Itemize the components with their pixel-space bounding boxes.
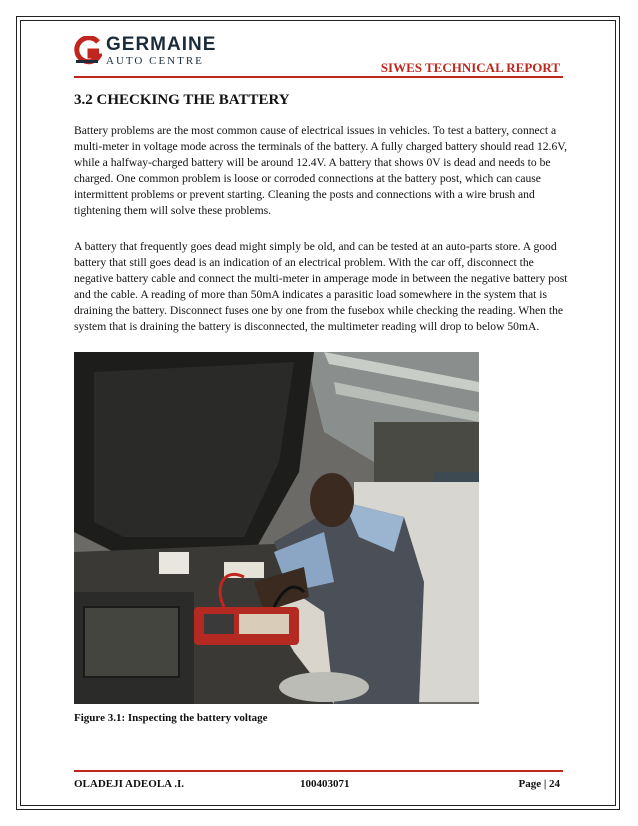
logo-name: GERMAINE xyxy=(106,34,217,55)
logo-emblem xyxy=(74,36,102,66)
battery-inspection-photo xyxy=(74,352,479,704)
report-title: SIWES TECHNICAL REPORT xyxy=(380,60,560,75)
header-divider xyxy=(74,76,563,78)
paragraph-battery-testing: Battery problems are the most common cause of electrical issues in vehicles. To test a battery, connect a multi-meter in voltage mode across the terminals of the battery. A fully charged battery should read 12.6V, while a halfway-charged battery will be around 12.4V. A battery that shows 0V is dead and needs to be charged. One common problem is loose or corroded connections at the battery post, which can cause intermittent problems or prevent starting. Cleaning the posts and connections with a wire brush and tightening them will solve these problems. xyxy=(74,124,568,217)
figure-caption: Figure 3.1: Inspecting the battery voltage xyxy=(74,712,268,724)
footer-divider xyxy=(74,770,563,772)
footer-page-number: Page | 24 xyxy=(518,778,560,790)
footer-author: OLADEJI ADEOLA .I. xyxy=(74,778,185,790)
logo-subtitle: AUTO CENTRE xyxy=(106,55,204,67)
company-logo xyxy=(74,34,217,74)
footer-student-id: 100403071 xyxy=(300,778,350,790)
paragraph-parasitic-drain: A battery that frequently goes dead might simply be old, and can be tested at an auto-parts store. A good battery that still goes dead is an indication of an electrical problem. With the car off, disconnect the negative battery cable and connect the multi-meter in amperage mode in between the negative battery post and the cable. A reading of more than 50mA indicates a parasitic load somewhere in the system that is draining the battery. Disconnect fuses one by one from the fusebox while checking the reading. When the system that is draining the battery is disconnected, the multimeter reading will drop to below 50mA. xyxy=(74,240,568,333)
section-heading: 3.2 CHECKING THE BATTERY xyxy=(74,92,290,108)
